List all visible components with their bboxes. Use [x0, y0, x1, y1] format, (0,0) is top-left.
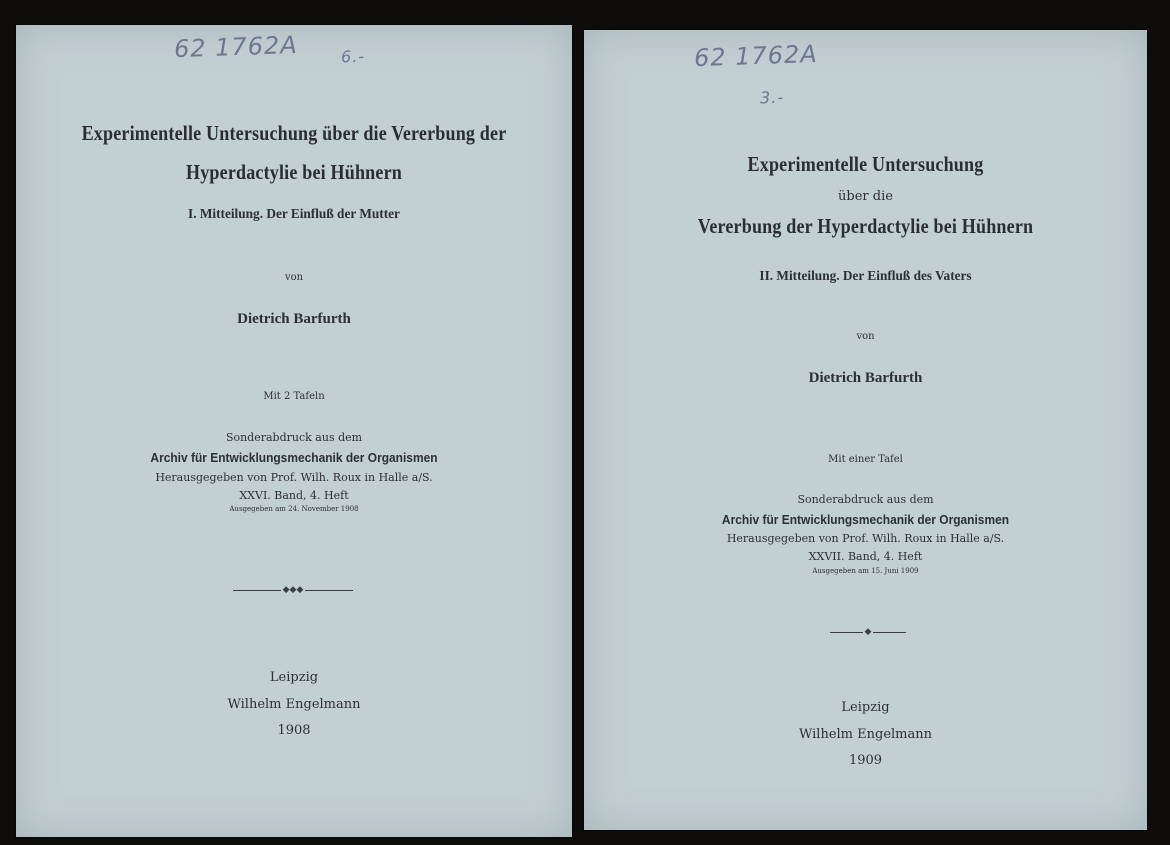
left-issued: Ausgegeben am 24. November 1908 [229, 505, 359, 513]
right-author: Dietrich Barfurth [808, 370, 923, 386]
left-price-mark: 6.- [340, 46, 366, 67]
right-price-mark: 3.- [759, 87, 785, 108]
right-year: 1909 [848, 753, 883, 768]
right-volume: XXVII. Band, 4. Heft [808, 550, 923, 563]
left-by: von [284, 272, 304, 283]
left-author: Dietrich Barfurth [237, 311, 351, 327]
right-subtitle: II. Mitteilung. Der Einfluß des Vaters [759, 269, 972, 284]
right-editor: Herausgegeben von Prof. Wilh. Roux in Halle a/S. [726, 532, 1005, 545]
right-ornament-rule: ◆ [830, 628, 906, 636]
right-publisher: Wilhelm Engelmann [799, 727, 932, 742]
left-document [16, 25, 572, 837]
left-editor: Herausgegeben von Prof. Wilh. Roux in Halle a/S. [155, 471, 433, 484]
right-catalog-mark: 62 1762A [693, 39, 819, 73]
right-by: von [856, 331, 875, 342]
left-offprint: Sonderabdruck aus dem [225, 431, 363, 444]
right-offprint: Sonderabdruck aus dem [797, 493, 934, 506]
left-journal: Archiv für Entwicklungsmechanik der Organismen [150, 450, 438, 465]
left-subtitle: I. Mitteilung. Der Einfluß der Mutter [188, 207, 400, 222]
right-title-line3: Vererbung der Hyperdactylie bei Hühnern [697, 214, 1034, 238]
right-title-line2: über die [838, 189, 893, 204]
right-title-line1: Experimentelle Untersuchung [747, 152, 984, 176]
right-document [584, 30, 1147, 830]
left-volume: XXVI. Band, 4. Heft [239, 489, 349, 502]
left-title-line1: Experimentelle Untersuchung über die Vererbung der [81, 121, 507, 145]
left-catalog-mark: 62 1762A [173, 30, 299, 64]
left-title-line2: Hyperdactylie bei Hühnern [185, 160, 402, 184]
right-plates: Mit einer Tafel [828, 454, 903, 465]
right-city: Leipzig [841, 700, 890, 715]
left-city: Leipzig [269, 670, 319, 685]
left-publisher: Wilhelm Engelmann [227, 697, 361, 712]
left-year: 1908 [277, 723, 311, 738]
left-plates: Mit 2 Tafeln [263, 391, 325, 402]
right-issued: Ausgegeben am 15. Juni 1909 [812, 567, 919, 575]
left-ornament-rule: ◆◆◆ [233, 586, 353, 594]
right-journal: Archiv für Entwicklungsmechanik der Organismen [721, 512, 1010, 527]
